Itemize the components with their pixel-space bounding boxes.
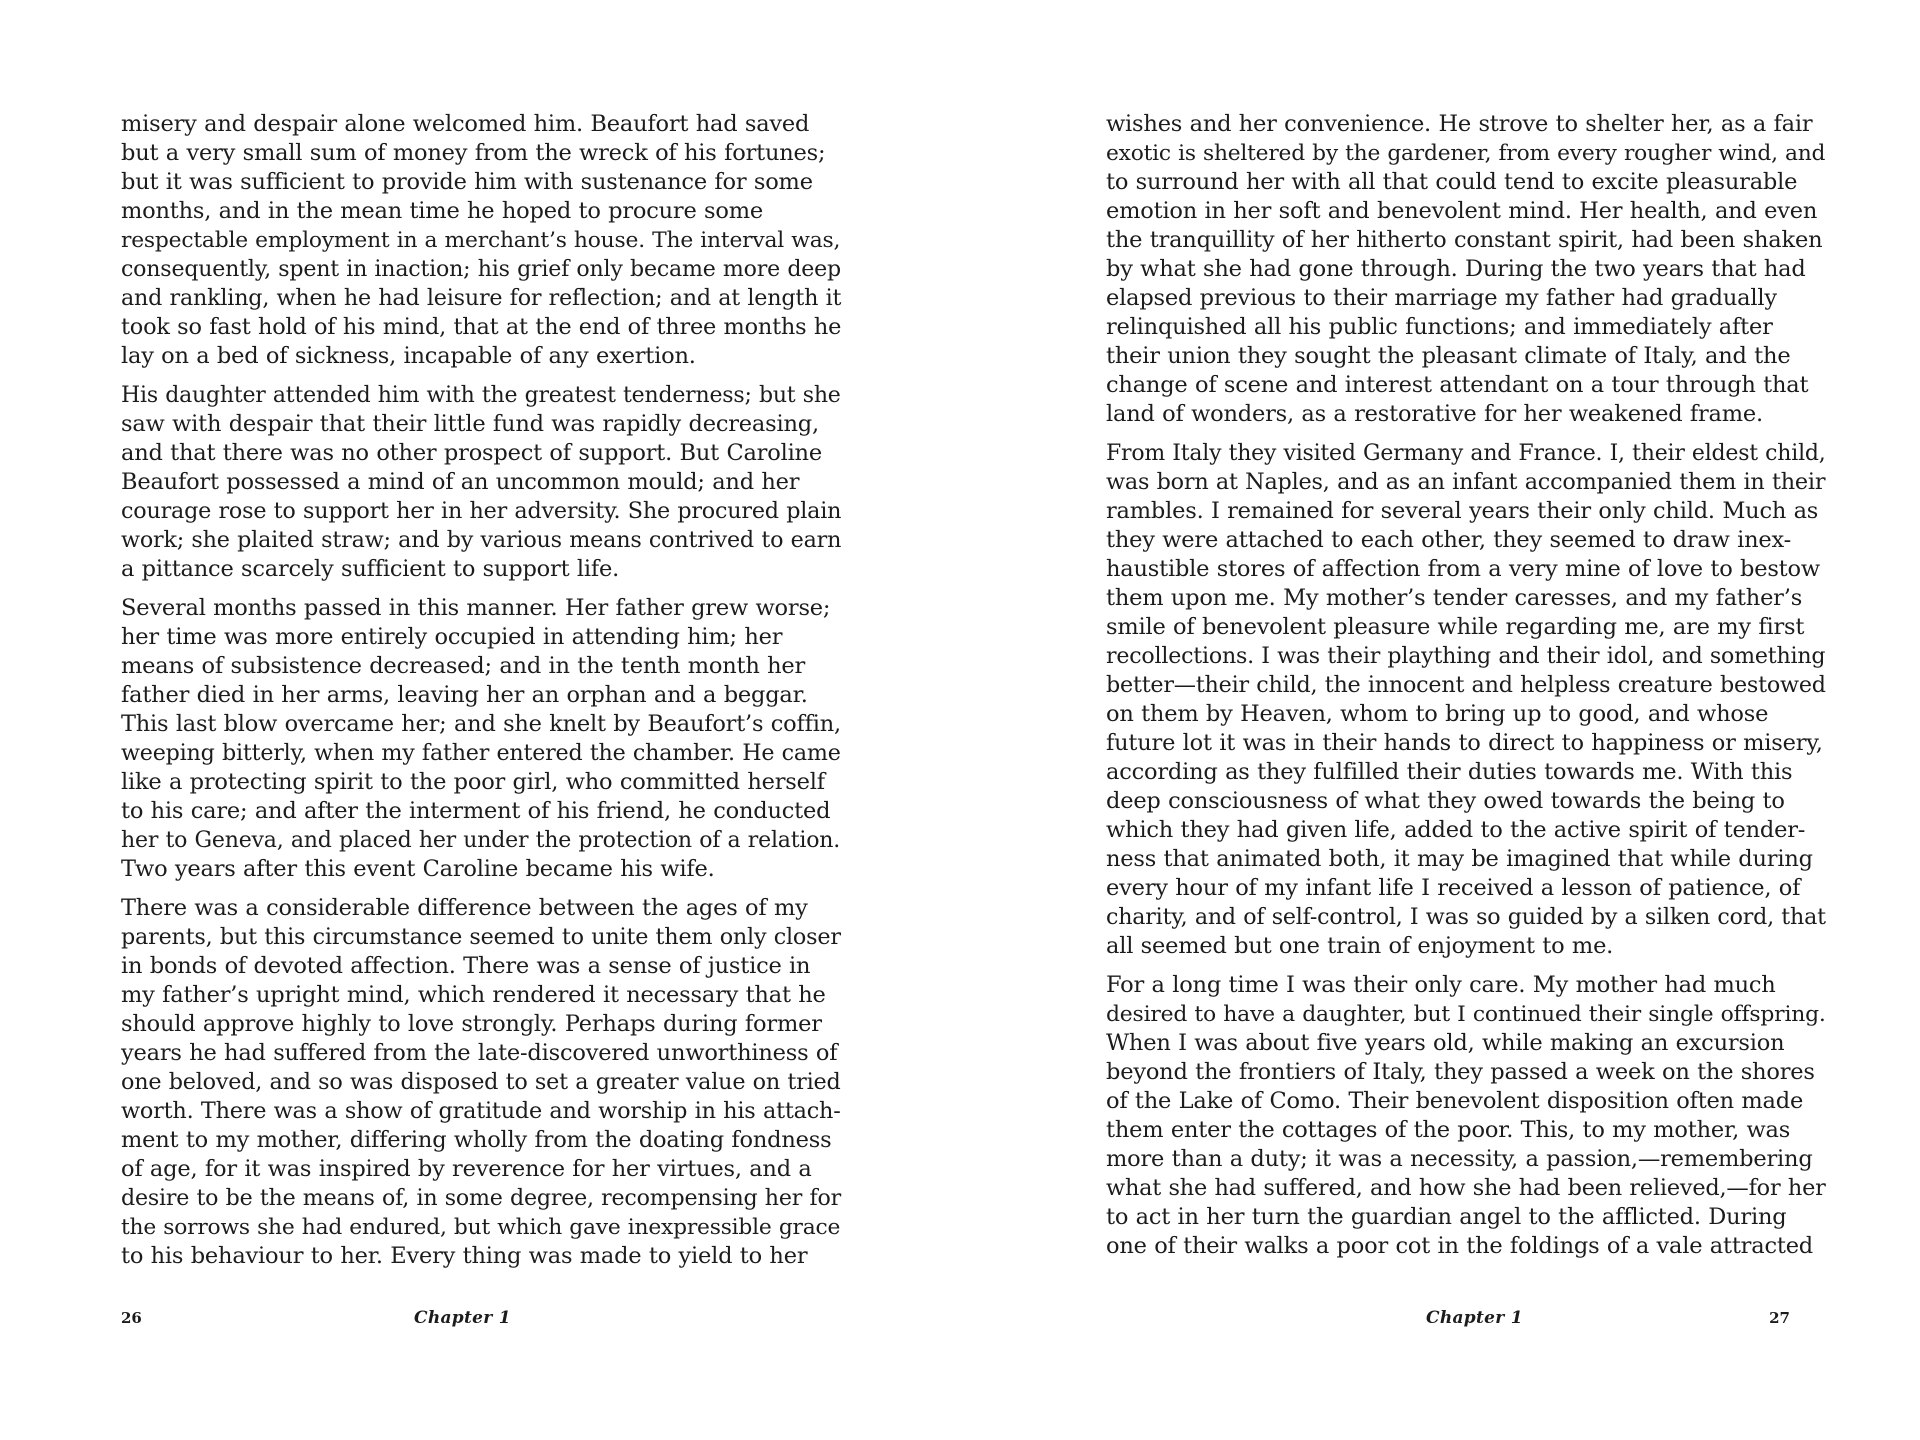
text-line: future lot it was in their hands to direct to happiness or misery, [1106, 730, 1823, 756]
text-line: her time was more entirely occupied in attending him; her [121, 624, 783, 650]
text-line: the sorrows she had endured, but which gave inexpressible grace [121, 1215, 841, 1240]
text-line: one of their walks a poor cot in the foldings of a vale attracted [1106, 1233, 1814, 1259]
text-line: When I was about five years old, while making an excursion [1106, 1030, 1785, 1056]
text-line: months, and in the mean time he hoped to procure some [121, 198, 763, 224]
text-line: Beaufort possessed a mind of an uncommon mould; and her [121, 469, 800, 495]
text-line: them enter the cottages of the poor. This, to my mother, was [1106, 1117, 1791, 1143]
text-line: what she had suffered, and how she had been relieved,—for her [1106, 1175, 1826, 1201]
text-line: her to Geneva, and placed her under the protection of a relation. [121, 828, 841, 853]
text-line: saw with despair that their little fund was rapidly decreasing, [121, 411, 819, 437]
text-line: better—their child, the innocent and helpless creature bestowed [1106, 672, 1826, 698]
text-line: beyond the frontiers of Italy, they passed a week on the shores [1106, 1059, 1815, 1085]
text-line: emotion in her soft and benevolent mind. Her health, and even [1106, 198, 1818, 224]
running-head: Chapter 1 [1426, 1308, 1523, 1328]
left-page-footer [0, 1303, 960, 1333]
text-line: means of subsistence decreased; and in the tenth month her [121, 653, 806, 679]
text-line: a pittance scarcely sufficient to support life. [121, 556, 620, 582]
text-line: desire to be the means of, in some degree, recompensing her for [121, 1185, 841, 1211]
text-line: From Italy they visited Germany and France. I, their eldest child, [1106, 441, 1826, 466]
paragraph [121, 894, 841, 1271]
text-line: exotic is sheltered by the gardener, from every rougher wind, and [1106, 141, 1826, 166]
text-line: misery and despair alone welcomed him. Beaufort had saved [121, 111, 810, 137]
text-line: to his care; and after the interment of his friend, he conducted [121, 798, 831, 824]
text-line: smile of benevolent pleasure while regarding me, are my first [1106, 614, 1805, 640]
text-line: and that there was no other prospect of support. But Caroline [121, 440, 822, 466]
paragraph [1106, 439, 1826, 961]
text-line: their union they sought the pleasant climate of Italy, and the [1106, 343, 1791, 369]
text-line: to surround her with all that could tend to excite pleasurable [1106, 169, 1798, 195]
paragraph [121, 110, 841, 371]
text-line: to his behaviour to her. Every thing was made to yield to her [121, 1243, 808, 1269]
text-line: This last blow overcame her; and she knelt by Beaufort’s coffin, [121, 711, 841, 737]
text-line: years he had suffered from the late-discovered unworthiness of [121, 1040, 838, 1066]
text-line: and rankling, when he had leisure for reflection; and at length it [121, 285, 842, 311]
text-line: them upon me. My mother’s tender caresses, and my father’s [1106, 585, 1803, 611]
text-line: work; she plaited straw; and by various means contrived to earn [121, 527, 842, 553]
text-line: desired to have a daughter, but I continued their single offspring. [1106, 1002, 1826, 1027]
text-line: wishes and her convenience. He strove to shelter her, as a fair [1106, 111, 1813, 137]
text-line: was born at Naples, and as an infant accompanied them in their [1106, 469, 1826, 495]
text-line: like a protecting spirit to the poor girl, who committed herself [121, 769, 825, 795]
paragraph [1106, 110, 1826, 429]
text-line: lay on a bed of sickness, incapable of any exertion. [121, 343, 696, 369]
text-line: elapsed previous to their marriage my father had gradually [1106, 285, 1777, 311]
text-line: Two years after this event Caroline became his wife. [121, 856, 715, 882]
left-text-block [121, 110, 841, 1281]
text-line: to act in her turn the guardian angel to the afflicted. During [1106, 1204, 1787, 1230]
text-line: worth. There was a show of gratitude and worship in his attach- [121, 1098, 841, 1124]
text-line: courage rose to support her in her adversity. She procured plain [121, 498, 842, 524]
text-line: respectable employment in a merchant’s house. The interval was, [121, 228, 841, 253]
text-line: all seemed but one train of enjoyment to me. [1106, 933, 1614, 959]
text-line: which they had given life, added to the active spirit of tender- [1106, 817, 1806, 843]
text-line: of age, for it was inspired by reverence for her virtues, and a [121, 1156, 812, 1182]
text-line: haustible stores of affection from a very mine of love to bestow [1106, 556, 1820, 582]
text-line: the tranquillity of her hitherto constant spirit, had been shaken [1106, 227, 1823, 253]
running-head: Chapter 1 [414, 1308, 511, 1328]
text-line: deep consciousness of what they owed towards the being to [1106, 788, 1785, 814]
text-line: recollections. I was their plaything and their idol, and something [1106, 643, 1826, 669]
text-line: relinquished all his public functions; and immediately after [1106, 314, 1773, 340]
right-text-block [1106, 110, 1826, 1271]
text-line: of the Lake of Como. Their benevolent disposition often made [1106, 1088, 1804, 1114]
text-line: by what she had gone through. During the two years that had [1106, 256, 1806, 282]
paragraph [1106, 971, 1826, 1261]
text-line: one beloved, and so was disposed to set a greater value on tried [121, 1069, 841, 1095]
page-number: 26 [121, 1309, 142, 1327]
text-line: more than a duty; it was a necessity, a passion,—remembering [1106, 1146, 1813, 1172]
text-line: ment to my mother, differing wholly from the doating fondness [121, 1127, 832, 1153]
right-page-footer [960, 1303, 1920, 1333]
text-line: should approve highly to love strongly. Perhaps during former [121, 1011, 822, 1037]
text-line: took so fast hold of his mind, that at the end of three months he [121, 314, 842, 340]
page-number: 27 [1769, 1309, 1790, 1327]
paragraph [121, 381, 841, 584]
paragraph [121, 594, 841, 884]
text-line: For a long time I was their only care. My mother had much [1106, 972, 1776, 998]
text-line: but a very small sum of money from the wreck of his fortunes; [121, 140, 826, 166]
text-line: consequently, spent in inaction; his grief only became more deep [121, 256, 841, 282]
text-line: but it was sufficient to provide him with sustenance for some [121, 169, 813, 195]
text-line: ness that animated both, it may be imagined that while during [1106, 846, 1813, 872]
text-line: parents, but this circumstance seemed to unite them only closer [121, 924, 841, 950]
right-page [960, 0, 1920, 1440]
text-line: There was a considerable difference between the ages of my [121, 895, 808, 921]
text-line: my father’s upright mind, which rendered it necessary that he [121, 982, 826, 1008]
text-line: father died in her arms, leaving her an orphan and a beggar. [121, 682, 808, 708]
text-line: land of wonders, as a restorative for her weakened frame. [1106, 401, 1763, 427]
text-line: they were attached to each other, they seemed to draw inex- [1106, 527, 1791, 553]
text-line: rambles. I remained for several years their only child. Much as [1106, 498, 1819, 524]
text-line: change of scene and interest attendant on a tour through that [1106, 372, 1809, 398]
text-line: His daughter attended him with the greatest tenderness; but she [121, 383, 841, 408]
text-line: on them by Heaven, whom to bring up to good, and whose [1106, 701, 1769, 727]
text-line: weeping bitterly, when my father entered the chamber. He came [121, 740, 841, 766]
text-line: Several months passed in this manner. Her father grew worse; [121, 595, 831, 621]
text-line: every hour of my infant life I received a lesson of patience, of [1106, 875, 1801, 901]
text-line: in bonds of devoted affection. There was a sense of justice in [121, 953, 811, 979]
text-line: charity, and of self-control, I was so guided by a silken cord, that [1106, 904, 1826, 930]
text-line: according as they fulfilled their duties towards me. With this [1106, 759, 1793, 785]
